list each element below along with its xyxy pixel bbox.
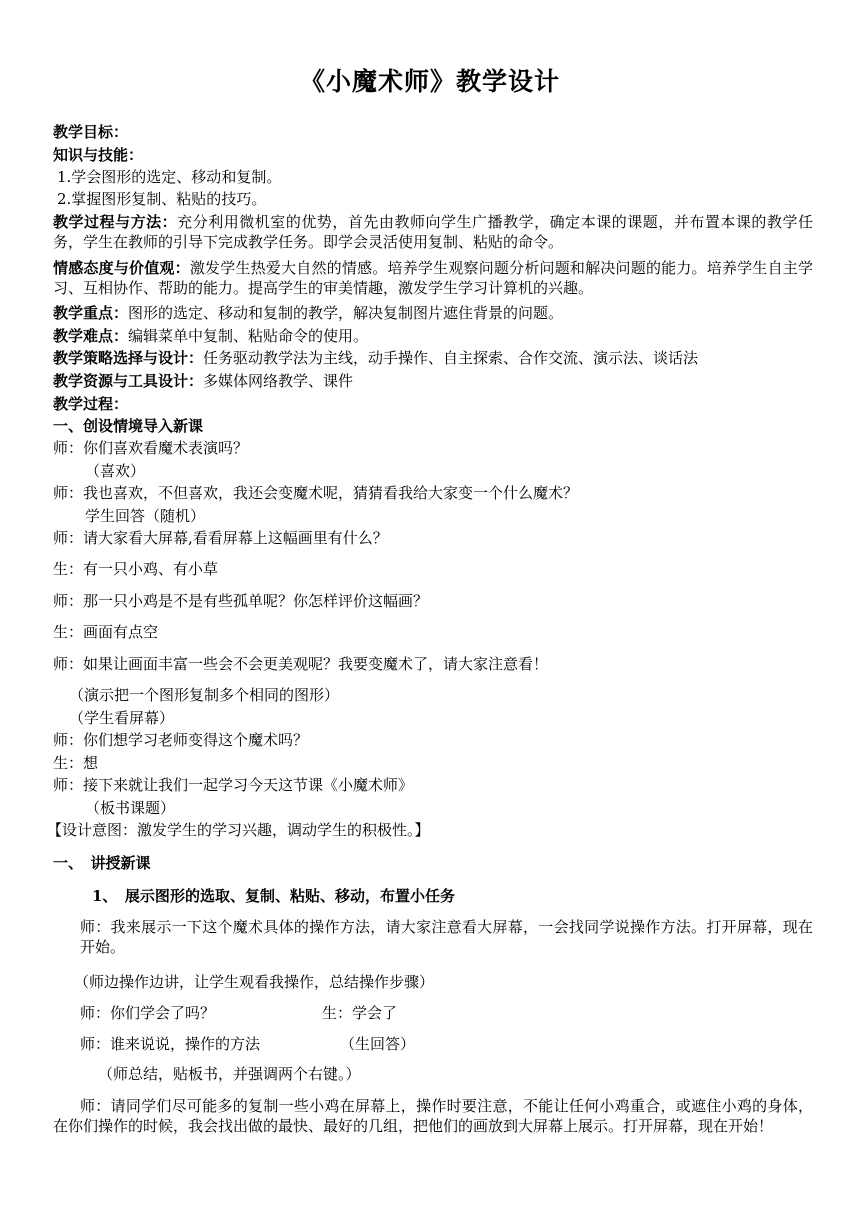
dialogue-line: 师：那一只小鸡是不是有些孤单呢？你怎样评价这幅画？: [53, 592, 429, 610]
process-heading: 教学过程：: [53, 395, 129, 413]
strategy-line: [53, 348, 813, 368]
attitude-label: 情感态度与价值观：: [53, 259, 190, 277]
attitude-text: 激发学生热爱大自然的情感。培养学生观察问题分析问题和解决问题的能力。培养学生自主学习、互相协作、帮助的能力。提高学生的审美情趣，激发学生学习计算机的兴趣。: [53, 259, 813, 297]
section-1-heading: 一、创设情境导入新课: [53, 417, 204, 435]
dialogue-line: 师：如果让画面丰富一些会不会更美观呢？我要变魔术了，请大家注意看！: [53, 655, 549, 673]
difficulty-line: [53, 326, 813, 346]
process-method-text: 充分利用微机室的优势，首先由教师向学生广播教学，确定本课的课题，并布置本课的教学任务，学生在教师的引导下完成教学任务。即学会灵活使用复制、粘贴的命令。: [53, 213, 813, 251]
skills-heading: 知识与技能：: [53, 146, 144, 164]
resources-text: 多媒体网络教学、课件: [203, 372, 354, 390]
objectives-heading: 教学目标：: [53, 123, 129, 141]
difficulty-text: 编辑菜单中复制、粘贴命令的使用。: [128, 327, 369, 345]
process-method-label: 教学过程与方法：: [53, 213, 178, 231]
dialogue-line: 师：你们学会了吗？: [80, 1004, 216, 1022]
dialogue-line: （板书课题）: [85, 799, 176, 817]
key-points-label: 教学重点：: [53, 304, 129, 322]
resources-line: [53, 371, 813, 391]
dialogue-line: 师：接下来就让我们一起学习今天这节课《小魔术师》: [53, 776, 414, 794]
dialogue-line: 师：你们喜欢看魔术表演吗？: [53, 439, 249, 457]
dialogue-line: 生：想: [53, 754, 99, 772]
resources-label: 教学资源与工具设计：: [53, 372, 204, 390]
task-paragraph: [53, 1096, 813, 1162]
key-points-text: 图形的选定、移动和复制的教学，解决复制图片遮住背景的问题。: [128, 304, 564, 322]
dialogue-line: 学生回答（随机）: [85, 507, 206, 525]
dialogue-line: （喜欢）: [85, 462, 146, 480]
dialogue-line: 师：请大家看大屏幕,看看屏幕上这幅画里有什么？: [53, 529, 388, 547]
teacher-demo-text: 师：我来展示一下这个魔术具体的操作方法，请大家注意看大屏幕，一会找同学说操作方法。打开屏幕，现在开始。: [80, 918, 813, 956]
dialogue-line: （生回答）: [340, 1035, 416, 1053]
dialogue-line: 生：学会了: [322, 1004, 398, 1022]
difficulty-label: 教学难点：: [53, 327, 129, 345]
process-method-paragraph: [53, 212, 813, 256]
dialogue-line: 生：画面有点空: [53, 623, 159, 641]
skill-item-2: 2.掌握图形复制、粘贴的技巧。: [57, 190, 267, 208]
page-title: 《小魔术师》教学设计: [299, 67, 560, 96]
skill-item-1: 1.学会图形的选定、移动和复制。: [57, 168, 282, 186]
dialogue-line: 师：你们想学习老师变得这个魔术吗？: [53, 731, 309, 749]
teacher-demo-paragraph: [80, 917, 813, 961]
dialogue-line: 师：谁来说说，操作的方法: [80, 1035, 261, 1053]
design-intent-note: 【设计意图：激发学生的学习兴趣，调动学生的积极性。】: [47, 821, 430, 839]
dialogue-line: 生：有一只小鸡、有小草: [53, 560, 219, 578]
dialogue-line: 师：我也喜欢，不但喜欢，我还会变魔术呢，猜猜看我给大家变一个什么魔术？: [53, 484, 579, 502]
subsection-heading: 1、 展示图形的选取、复制、粘贴、移动，布置小任务: [92, 887, 455, 905]
task-text: 师：请同学们尽可能多的复制一些小鸡在屏幕上，操作时要注意，不能让任何小鸡重合，或遮住小鸡的身体，在你们操作的时候，我会找出做的最快、最好的几组，把他们的画放到大屏幕上展示。打开屏幕，现在开始！: [53, 1097, 813, 1135]
attitude-paragraph: [53, 258, 813, 302]
dialogue-line: （学生看屏幕）: [69, 709, 175, 727]
strategy-label: 教学策略选择与设计：: [53, 349, 204, 367]
section-2-heading: 一、 讲授新课: [53, 854, 151, 872]
key-points-line: [53, 303, 813, 323]
strategy-text: 任务驱动教学法为主线，动手操作、自主探索、合作交流、演示法、谈话法: [203, 349, 699, 367]
teacher-note: （师总结，贴板书，并强调两个右键。）: [98, 1065, 361, 1083]
teacher-note: （师边操作边讲，让学生观看我操作，总结操作步骤）: [74, 973, 435, 991]
dialogue-line: （演示把一个图形复制多个相同的图形）: [69, 686, 340, 704]
